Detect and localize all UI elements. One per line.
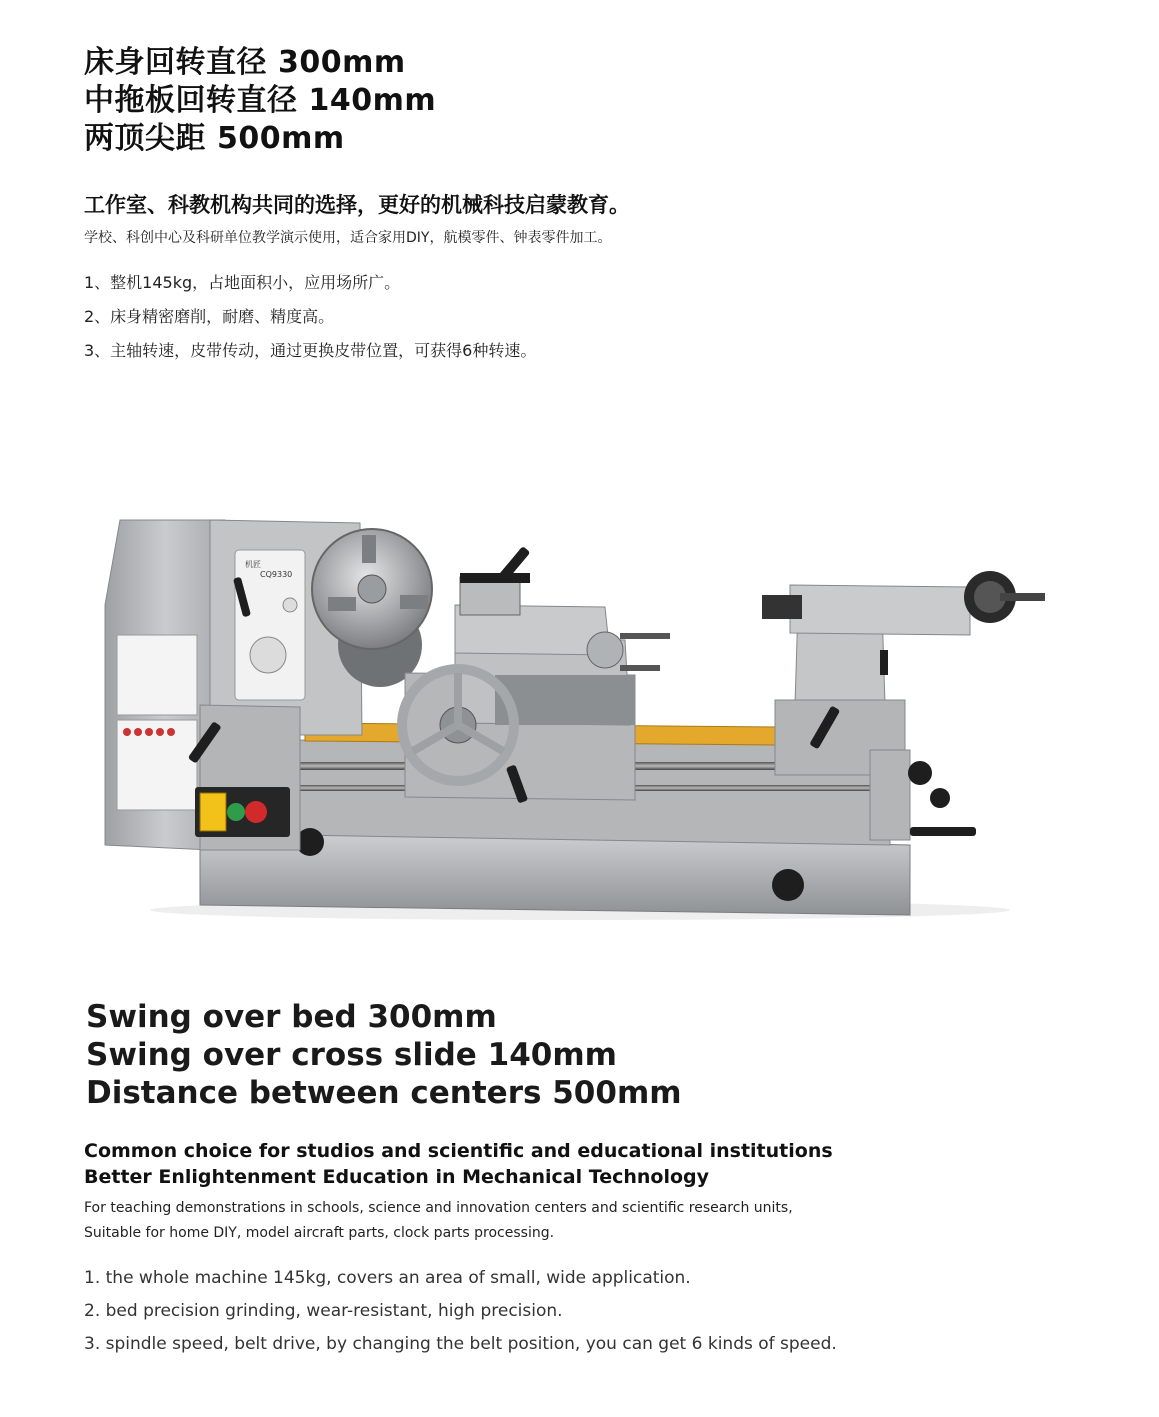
bed-bolt-cap bbox=[772, 869, 804, 901]
en-feature-item: 2. bed precision grinding, wear-resistant, high precision. bbox=[84, 1301, 563, 1321]
stop-button bbox=[245, 801, 267, 823]
cn-feature-item: 1、整机145kg，占地面积小，应用场所广。 bbox=[84, 273, 401, 292]
main-switch bbox=[200, 793, 226, 831]
en-subtitle-line: Suitable for home DIY, model aircraft parts, clock parts processing. bbox=[84, 1225, 555, 1241]
start-button bbox=[227, 803, 245, 821]
cn-spec-swing-over-cross-slide: 中拖板回转直径 140mm bbox=[84, 83, 437, 118]
cn-spec-distance-between-centers: 两顶尖距 500mm bbox=[84, 121, 345, 156]
speed-table-plate bbox=[117, 635, 197, 715]
en-subtitle bbox=[84, 1196, 793, 1246]
en-tagline bbox=[84, 1138, 833, 1190]
speed-dial bbox=[250, 637, 286, 673]
cn-subtitle: 学校、科创中心及科研单位教学演示使用，适合家用DIY，航模零件、钟表零件加工。 bbox=[84, 230, 612, 246]
en-subtitle-line: For teaching demonstrations in schools, science and innovation centers and scientific research units, bbox=[84, 1200, 793, 1216]
end-bearing-bracket bbox=[870, 750, 910, 840]
en-tagline-line: Better Enlightenment Education in Mechanical Technology bbox=[84, 1166, 709, 1188]
chuck-center bbox=[358, 575, 386, 603]
en-feature-list bbox=[84, 1262, 837, 1361]
cn-tagline: 工作室、科教机构共同的选择，更好的机械科技启蒙教育。 bbox=[84, 193, 630, 217]
cross-feed-dial bbox=[587, 632, 623, 668]
lathe-product-image bbox=[100, 515, 1060, 925]
en-spec-swing-over-cross-slide: Swing over cross slide 140mm bbox=[86, 1037, 617, 1073]
cn-specs-block bbox=[84, 44, 436, 158]
cn-feature-item: 2、床身精密磨削，耐磨、精度高。 bbox=[84, 307, 335, 326]
brand-label: 机匠 bbox=[245, 560, 261, 569]
cn-spec-swing-over-bed: 床身回转直径 300mm bbox=[84, 45, 406, 80]
feed-handle bbox=[910, 827, 976, 836]
cn-feature-item: 3、主轴转速，皮带传动，通过更换皮带位置，可获得6种转速。 bbox=[84, 341, 537, 360]
en-tagline-line: Common choice for studios and scientific and educational institutions bbox=[84, 1140, 833, 1162]
model-label: CQ9330 bbox=[260, 570, 293, 579]
en-feature-item: 1. the whole machine 145kg, covers an area of small, wide application. bbox=[84, 1268, 691, 1288]
en-specs-block bbox=[86, 998, 682, 1112]
tailstock-quill bbox=[762, 595, 802, 619]
tailstock-barrel bbox=[790, 585, 970, 635]
cn-feature-list bbox=[84, 266, 536, 368]
en-spec-swing-over-bed: Swing over bed 300mm bbox=[86, 999, 497, 1035]
en-feature-item: 3. spindle speed, belt drive, by changing the belt position, you can get 6 kinds of speed. bbox=[84, 1334, 837, 1354]
en-spec-distance-between-centers: Distance between centers 500mm bbox=[86, 1075, 682, 1111]
